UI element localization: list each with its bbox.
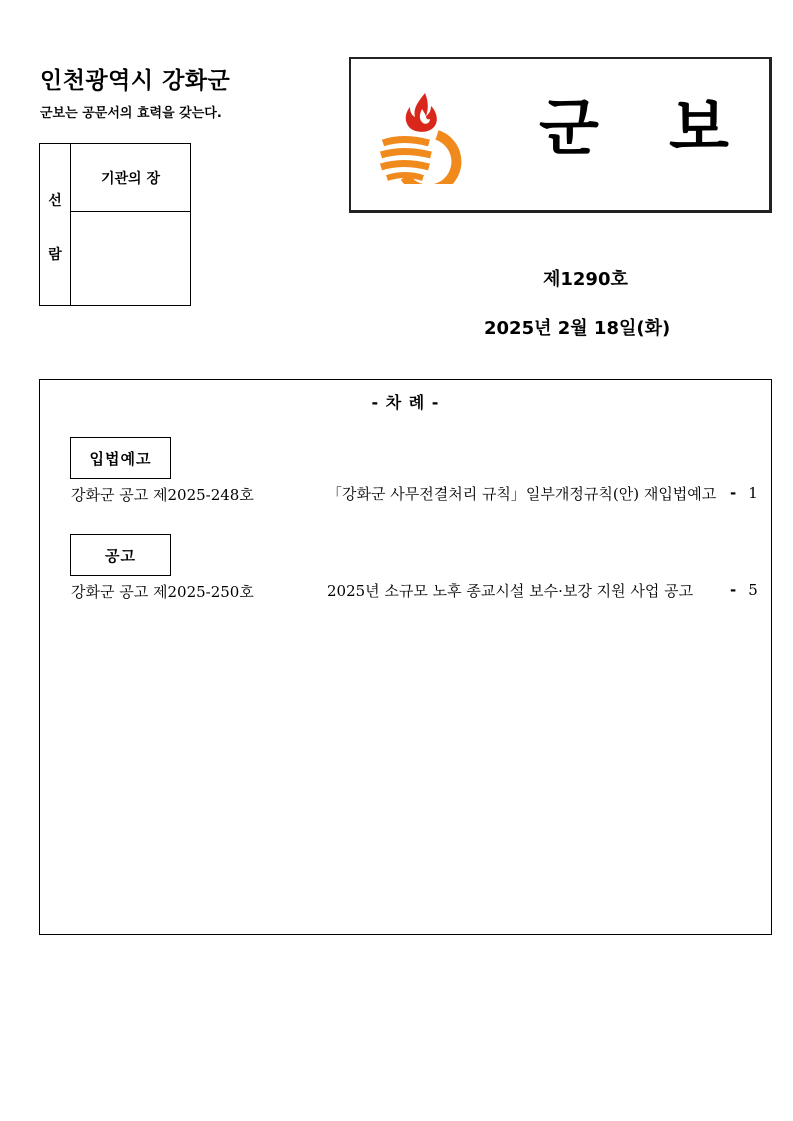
issue-number: 제1290호 [543, 269, 628, 290]
approval-side-label: 람 [48, 247, 62, 263]
page-ref [730, 581, 758, 599]
legal-note: 군보는 공문서의 효력을 갖는다. [40, 106, 222, 121]
table-of-contents [39, 379, 772, 935]
page-dash: - [730, 581, 737, 599]
notice-number: 강화군 공고 제2025-250호 [71, 583, 254, 601]
approval-side-label: 선 [48, 193, 62, 209]
page-number: 1 [748, 484, 758, 502]
gazette-banner [349, 57, 772, 213]
page-number: 5 [748, 581, 758, 599]
page-ref [730, 484, 758, 502]
approval-head-label: 기관의 장 [71, 144, 190, 212]
section-header: 공고 [70, 534, 171, 576]
org-title: 인천광역시 강화군 [40, 68, 231, 94]
page-dash: - [730, 484, 737, 502]
notice-number: 강화군 공고 제2025-248호 [71, 486, 254, 504]
section-header: 입법예고 [70, 437, 171, 479]
ganghwa-emblem-icon [379, 89, 469, 184]
gazette-title-char: 군 [539, 91, 599, 164]
toc-title: - 차 례 - [371, 393, 440, 412]
approval-side-column [40, 144, 71, 305]
notice-title[interactable]: 2025년 소규모 노후 종교시설 보수·보강 지원 사업 공고 [327, 582, 694, 600]
issue-date: 2025년 2월 18일(화) [484, 318, 671, 339]
approval-box [39, 143, 191, 306]
gazette-title-char: 보 [669, 91, 729, 164]
notice-title[interactable]: 「강화군 사무전결처리 규칙」일부개정규칙(안) 재입법예고 [327, 485, 717, 503]
